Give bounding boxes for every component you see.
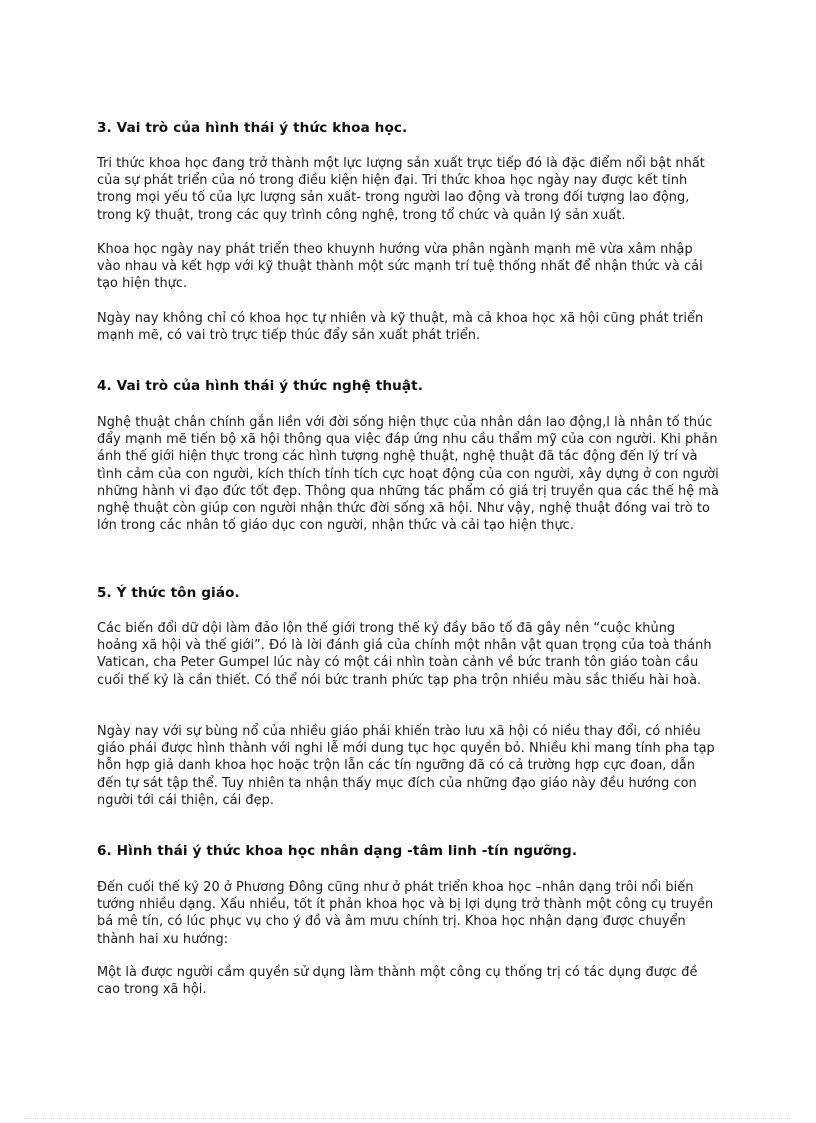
paragraph: Đến cuối thế kỷ 20 ở Phương Đông cũng như ở phát triển khoa học –nhân dạng trôi nổi biến tướng nhiều dạng. Xấu nhiều, tốt ít phản khoa học và bị lợi dụng trở thành một công cụ truyền bá mê tín, có lúc phục vụ cho ý đồ và âm mưu chính trị. Khoa học nhận dạng được chuyển thành hai xu hướng: — [97, 880, 714, 947]
section-heading: 3. Vai trò của hình thái ý thức khoa học. — [97, 120, 408, 136]
page-bottom-divider — [24, 1118, 792, 1119]
section-3-paragraph-3 — [97, 310, 719, 344]
section-6-paragraph-2 — [97, 964, 719, 998]
paragraph: Nghệ thuật chân chính gắn liền với đời sống hiện thực của nhân dân lao động,l là nhân tố thúc đẩy mạnh mẽ tiến bộ xã hội thông qua việc đáp ứng nhu cầu thẩm mỹ của con người. Khi phản ánh thế giới hiện thực trong các hình tượng nghệ thuật, nghệ thuật đã tác động đến lý trí và tình cảm của con người, kích thích tính tích cực hoạt động của con người, xây dựng ở con người những hành vi đạo đức tốt đẹp. Thông qua những tác phẩm có giá trị truyền qua các thế hệ mà nghệ thuật còn giúp con người nhận thức đời sống xã hội. Như vậy, nghệ thuật đóng vai trò to lớn trong các nhân tố giáo dục con người, nhận thức và cải tạo hiện thực. — [97, 415, 719, 534]
paragraph: Ngày nay không chỉ có khoa học tự nhiên và kỹ thuật, mà cả khoa học xã hội cũng phát triển mạnh mẽ, có vai trò trực tiếp thúc đẩy sản xuất phát triển. — [97, 311, 704, 344]
section-4 — [97, 378, 719, 395]
section-5-paragraph-2 — [97, 723, 719, 809]
section-5 — [97, 585, 719, 602]
section-heading: 6. Hình thái ý thức khoa học nhân dạng -tâm linh -tín ngưỡng. — [97, 843, 578, 859]
section-3-paragraph-2 — [97, 241, 719, 293]
paragraph: Một là được người cầm quyền sử dụng làm thành một công cụ thống trị có tác dụng được đề cao trong xã hội. — [97, 965, 698, 998]
section-3 — [97, 120, 719, 137]
section-heading: 4. Vai trò của hình thái ý thức nghệ thuật. — [97, 378, 424, 394]
section-heading: 5. Ý thức tôn giáo. — [97, 585, 240, 601]
section-3-paragraph-1 — [97, 155, 719, 224]
paragraph: Tri thức khoa học đang trở thành một lực lượng sản xuất trực tiếp đó là đặc điểm nổi bật nhất của sự phát triển của nó trong điều kiện hiện đại. Tri thức khoa học ngày nay được kết tinh trong mọi yếu tố của lực lượng sản xuất- trong người lao động và trong đối tượng lao động, trong kỹ thuật, trong các quy trình công nghệ, trong tổ chức và quản lý sản xuất. — [97, 156, 705, 223]
paragraph: Các biến đổi dữ dội làm đảo lộn thế giới trong thế kỷ đầy bão tố đã gây nên “cuộc khủng hoảng xã hội và thế giới”. Đó là lời đánh giá của chính một nhân vật quan trọng của toà thánh Vatican, cha Peter Gumpel lúc này có một cái nhìn toàn cảnh về bức tranh tôn giáo toàn cầu cuối thế kỷ là cần thiết. Có thể nói bức tranh phức tạp pha trộn nhiều màu sắc thiếu hài hoà. — [97, 621, 712, 688]
section-4-paragraph-1 — [97, 414, 719, 534]
section-6 — [97, 843, 719, 860]
section-6-paragraph-1 — [97, 879, 719, 948]
paragraph: Ngày nay với sự bùng nổ của nhiều giáo phái khiến trào lưu xã hội có niều thay đổi, có nhiều giáo phái được hình thành với nghi lễ mới dung tục học quyền bỏ. Nhiều khi mang tính pha tạp hỗn hợp giả danh khoa học hoặc trộn lẫn các tín ngưỡng đã có cả trường hợp cực đoan, dẫn đến tự sát tập thể. Tuy nhiên ta nhận thấy mục đích của những đạo giáo này đều hướng con người tới cái thiện, cái đẹp. — [97, 724, 715, 808]
section-5-paragraph-1 — [97, 620, 719, 689]
paragraph: Khoa học ngày nay phát triển theo khuynh hướng vừa phân ngành mạnh mẽ vừa xâm nhập vào nhau và kết hợp với kỹ thuật thành một sức mạnh trí tuệ thống nhất để nhận thức và cải tạo hiện thực. — [97, 242, 703, 292]
